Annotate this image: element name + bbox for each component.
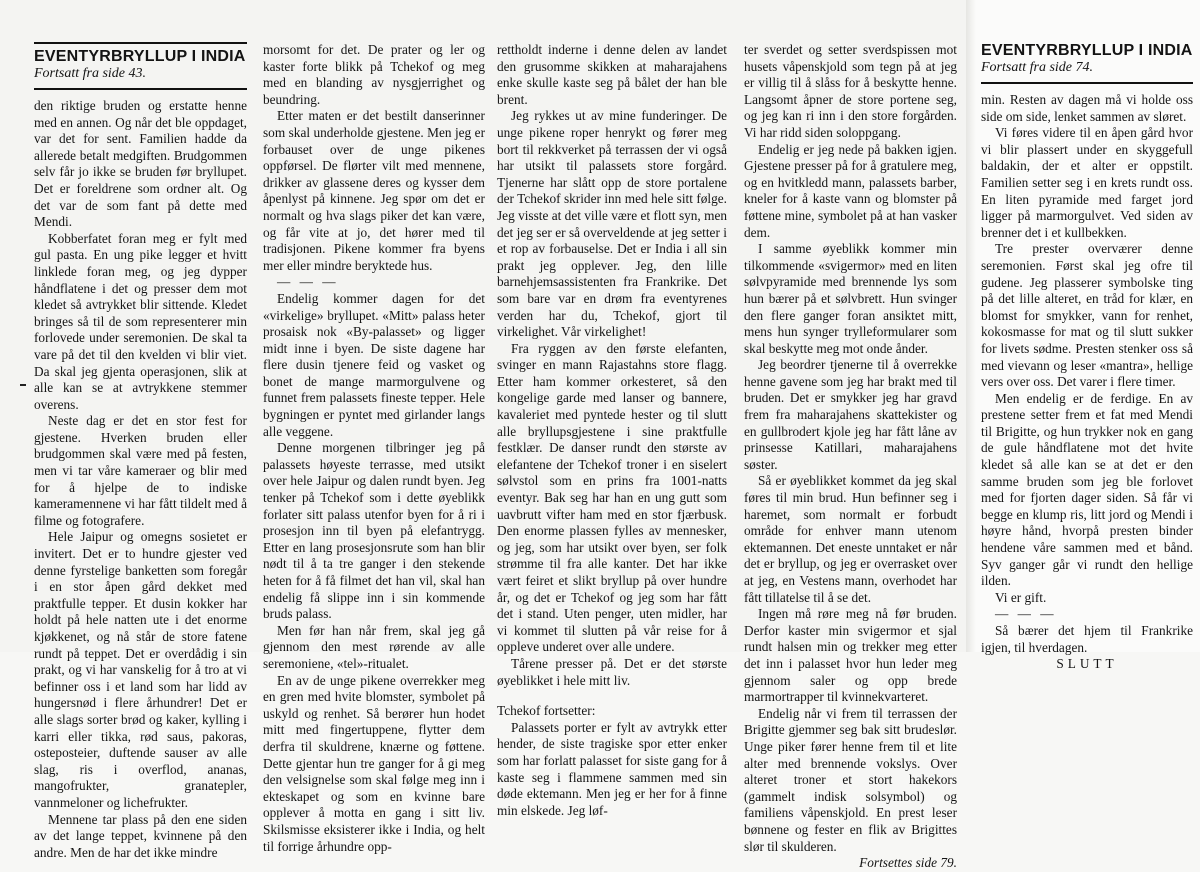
continuation-title: EVENTYRBRYLLUP I INDIA	[981, 42, 1193, 59]
continued-from-note: Fortsatt fra side 74.	[981, 60, 1094, 75]
paragraph: morsomt for det. De prater og ler og kaster forte blikk på Tchekof og meg med en blanding av nysgjerrighet og beundring.	[263, 42, 485, 107]
article-column-1	[34, 0, 247, 861]
paragraph: den riktige bruden og erstatte henne med en annen. Og når det ble oppdaget, var det for sent. Familien hadde da allerede betalt medgiften. Brudgommen selv får jo ikke se bruden før bryllupet. Det er foreldrene som ordner alt. Og det var de som fant på dette med Mendi.	[34, 98, 247, 230]
paragraph: Neste dag er det en stor fest for gjestene. Hverken bruden eller brudgommen skal være med på festen, men vi tar våre kameraer og blir med for å hjelpe de to indiske kameramennene vi har fått tildelt med å filme og fotografere.	[34, 413, 247, 528]
paragraph: Denne morgenen tilbringer jeg på palassets høyeste terrasse, med utsikt over hele Jaipur og dalen rundt byen. Jeg tenker på Tchekof som i dette øyeblikk forlater sitt palass utenfor byen for å ri i prosesjon inn til byen på elefantrygg. Etter en lang prosesjonsrute som han blir nødt til å ta tre ganger i den stekende heten for å få filmet det han vil, skal han endelig få slippe inn i sin kommende bruds palass.	[263, 440, 485, 622]
paragraph: Endelig når vi frem til terrassen der Brigitte gjemmer seg bak sitt brudeslør. Unge piker fører henne frem til et lite alter med brennende vokslys. Over alteret troner et stort hakekors (gammelt indisk solsymbol) og familiens våpenskjold. En prest leser bønnene og fester en flik av Brigittes slør til skulderen.	[744, 705, 957, 854]
paragraph: Jeg beordrer tjenerne til å overrekke henne gavene som jeg har brakt med til bruden. Det er smykker jeg har gravd frem fra maharajahens skattekister og en gullbrodert kjole jeg har fått låne av prinsesse Katillari, maharajahens søster.	[744, 357, 957, 472]
paragraph: Så bærer det hjem til Frankrike igjen, til hverdagen.	[981, 623, 1193, 655]
paragraph: Vi føres videre til en åpen gård hvor vi blir plassert under en skyggefull baldakin, der et alter er oppstilt. Familien setter seg i en krets rundt oss. En liten pyramide med farget jord ligger på marmorgulvet. Ved siden av brenner det i et kullbekken.	[981, 125, 1193, 240]
spacer	[497, 689, 727, 703]
paragraph: En av de unge pikene overrekker meg en gren med hvite blomster, symbolet på uskyld og renhet. Så berører hun hodet mitt med fingertuppene, flytter dem derfra til skuldrene, knærne og føttene. Dette gjentar hun tre ganger for å gi meg den velsignelse som skal følge meg inn i ekteskapet og som en kvinne bare opplever å motta en gang i sitt liv. Skilsmisse eksisterer ikke i India, og helt til forrige århundre opp-	[263, 672, 485, 854]
continuation-column	[981, 0, 1193, 673]
paragraph: Hele Jaipur og omegns sosietet er invitert. Det er to hundre gjester ved denne fyrstelige banketten som foregår i en stor åpen gård dekket med praktfulle tepper. Et dusin kokker har holdt på hele natten ute i det enorme kjøkkenet, og nå står de store fatene rundt på teppet. Det er overdådig i sin prakt, og vi har vanskelig for å tro at vi befinner oss i et land som har lidd av hungersnød i flere århundrer! Det er alle slags sorter brød og kaker, kylling i karri eller tikka, rød saus, pakoras, osteposteier, duftende sauser av alle slag, ris i overflod, ananas, mangofrukter, granatepler, vannmeloner og lichefrukter.	[34, 529, 247, 810]
paragraph: Så er øyeblikket kommet da jeg skal føres til min brud. Hun befinner seg i haremet, som normalt er forbudt område for enhver mann utenom ektemannen. Det eneste unntaket er når det er bryllup, og jeg er overrasket over at jeg, en Vestens mann, overhodet har fått tillatelse til å se det.	[744, 473, 957, 605]
paragraph: Jeg rykkes ut av mine funderinger. De unge pikene roper henrykt og fører meg bort til rekkverket på terrassen der vi også har utsikt til palassets store forgård. Tjenerne har slått opp de store portalene der Tchekof skrider inn med hele sitt følge. Jeg visste at det ville være et flott syn, men det jeg ser er så overveldende at jeg setter i et rop av forbauselse. Det er India i all sin prakt jeg opplever. Jeg, den lille barnehjemsassistenten fra Frankrike. Det som bare var en drøm fra eventyrenes verden har du, Tchekof, gjort til virkelighet. Vår virkelighet!	[497, 108, 727, 340]
article-header	[34, 42, 247, 90]
paragraph: Fra ryggen av den første elefanten, svinger en mann Rajastahns store flagg. Etter ham kommer orkesteret, så den kongelige garde med lanser og bannere, kavaleriet med pyntede hester og til slutt alle bryllupsgjestene i sine praktfulle festklær. De danser rundt den største av elefantene der Tchekof troner i en siselert sølvstol som en prins fra 1001-natts eventyr. Bak seg har han en ung gutt som uavbrutt vifter ham med en stor fjærbusk. Den enorme plassen fylles av mennesker, og jeg, som har utsikt over byen, ser folk strømme til fra alle kanter. Det har ikke vært feiret et slikt bryllup på over hundre år, og det er Tchekof og jeg som har fått det i stand. Uten penger, uten midler, har vi kommet til slutten på vår reise for å oppleve underet over alle undere.	[497, 340, 727, 655]
paragraph: Palassets porter er fylt av avtrykk etter hender, de siste tragiske spor etter enker som har forlatt palasset for siste gang for å kaste seg i flammene sammen med sin døde ektemann. Men jeg er her for å finne min elskede. Jeg løf-	[497, 719, 727, 818]
paragraph: Mennene tar plass på den ene siden av det lange teppet, kvinnene på den andre. Men de har det ikke mindre	[34, 811, 247, 860]
header-rule-bottom	[34, 88, 247, 90]
page-gutter	[966, 0, 976, 652]
column-body	[263, 42, 485, 855]
column-body	[497, 42, 727, 819]
article-title: EVENTYRBRYLLUP I INDIA	[34, 48, 246, 65]
continued-on-note: Fortsettes side 79.	[859, 855, 957, 871]
header-rule-bottom	[981, 82, 1193, 84]
continuation-header	[981, 42, 1193, 84]
continued-from-note: Fortsatt fra side 43.	[34, 66, 147, 81]
paragraph: Tchekof fortsetter:	[497, 703, 596, 719]
article-column-3	[497, 42, 727, 819]
paragraph: Tre prester overværer denne seremonien. Først skal jeg ofre til gudene. Jeg plasserer symbolske ting på det lille alteret, en tråd for klær, en blomst for smykker, vann for renhet, kokosmasse for mat og til slutt sukker for livets sødme. Presten stenker oss så med vievann og leser «mantra», hellige vers over oss. Det varer i flere timer.	[981, 241, 1193, 390]
section-break: — — —	[995, 606, 1057, 622]
paragraph: I samme øyeblikk kommer min tilkommende «svigermor» med en liten sølvpyramide med brennende lys som hun bærer på et sølvbrett. Hun svinger den flere ganger foran ansiktet mitt, mens hun synger trylleformularer som skal beskytte meg mot onde ånder.	[744, 241, 957, 356]
paragraph: Etter maten er det bestilt danserinner som skal underholde gjestene. Men jeg er forbauset over de unge pikenes oppførsel. De flørter vilt med mennene, drikker av glassene deres og kysser dem åpenlyst på kinnene. Jeg spør om det er normalt og hva slags piker det kan være, og får vite at jo, det hører med til tradisjonen. Pikene kommer fra byens mer eller mindre beryktede hus.	[263, 108, 485, 273]
paragraph: min. Resten av dagen må vi holde oss side om side, lenket sammen av sløret.	[981, 92, 1193, 124]
column-body	[981, 92, 1193, 673]
paragraph: Men endelig er de ferdige. En av prestene setter frem et fat med Mendi til Brigitte, og hun trykker nok en gang de gule håndflatene mot det hvite kledet så alle kan se at det er den samme bruden som jeg ble forlovet med for fjorten dager siden. Så får vi begge en klump ris, litt jord og Mendi i høyre hånd, hvorpå presten binder hendene våre sammen med et bånd. Syv ganger går vi rundt den hellige ilden.	[981, 390, 1193, 589]
paragraph: Vi er gift.	[995, 589, 1047, 605]
paragraph: Men før han når frem, skal jeg gå gjennom den mest rørende av alle seremoniene, «tel»-ritualet.	[263, 622, 485, 671]
paragraph: Tårene presser på. Det er det største øyeblikket i hele mitt liv.	[497, 655, 727, 688]
paragraph: Kobberfatet foran meg er fylt med gul pasta. En ung pike legger et hvitt linklede foran meg, og jeg dypper håndflatene i det og presser dem mot kledet så avtrykket blir sittende. Kledet bringes så til de som representerer min forlovede under seremonien. De skal ta vare på det til den kvelden vi blir viet. Da skal jeg gjenta operasjonen, slik at alle kan se at avtrykkene stemmer overens.	[34, 230, 247, 412]
article-column-2	[263, 42, 485, 855]
column-body	[744, 42, 957, 872]
column-body	[34, 98, 247, 861]
scan-mark	[20, 384, 26, 386]
header-rule-top	[34, 42, 247, 44]
paragraph: Endelig er jeg nede på bakken igjen. Gjestene presser på for å gratulere meg, og en hvitkledd mann, palassets barber, kneler for å kaste vann og blomster på føttene mine, symbolet på at han vasker dem.	[744, 141, 957, 240]
end-marker: SLUTT	[1056, 656, 1118, 672]
paragraph: ter sverdet og setter sverdspissen mot husets våpenskjold som tegn på at jeg er villig til å slåss for å beskytte henne. Langsomt åpner de store portene seg, og jeg kan ri inn i den store forgården. Vi har ridd siden soloppgang.	[744, 42, 957, 140]
paragraph: Endelig kommer dagen for det «virkelige» bryllupet. «Mitt» palass heter prosaisk nok «By-palasset» og ligger midt inne i byen. De siste dagene har flere dusin tjenere feid og vasket og bonet de mange marmorgulvene og funnet frem palassets fineste tepper. Hele bygningen er pyntet med girlander langs alle veggene.	[263, 290, 485, 439]
paragraph: Ingen må røre meg nå før bruden. Derfor kaster min svigermor et sjal rundt halsen min og trekker meg etter det inn i palasset hvor hun leder meg gjennom saler og opp brede marmortrapper til kvinnekvarteret.	[744, 606, 957, 705]
paragraph: rettholdt inderne i denne delen av landet den grusomme skikken at maharajahens enke skulle kaste seg på bålet der han ble brent.	[497, 42, 727, 107]
section-break: — — —	[277, 274, 339, 290]
article-column-4	[744, 42, 957, 872]
